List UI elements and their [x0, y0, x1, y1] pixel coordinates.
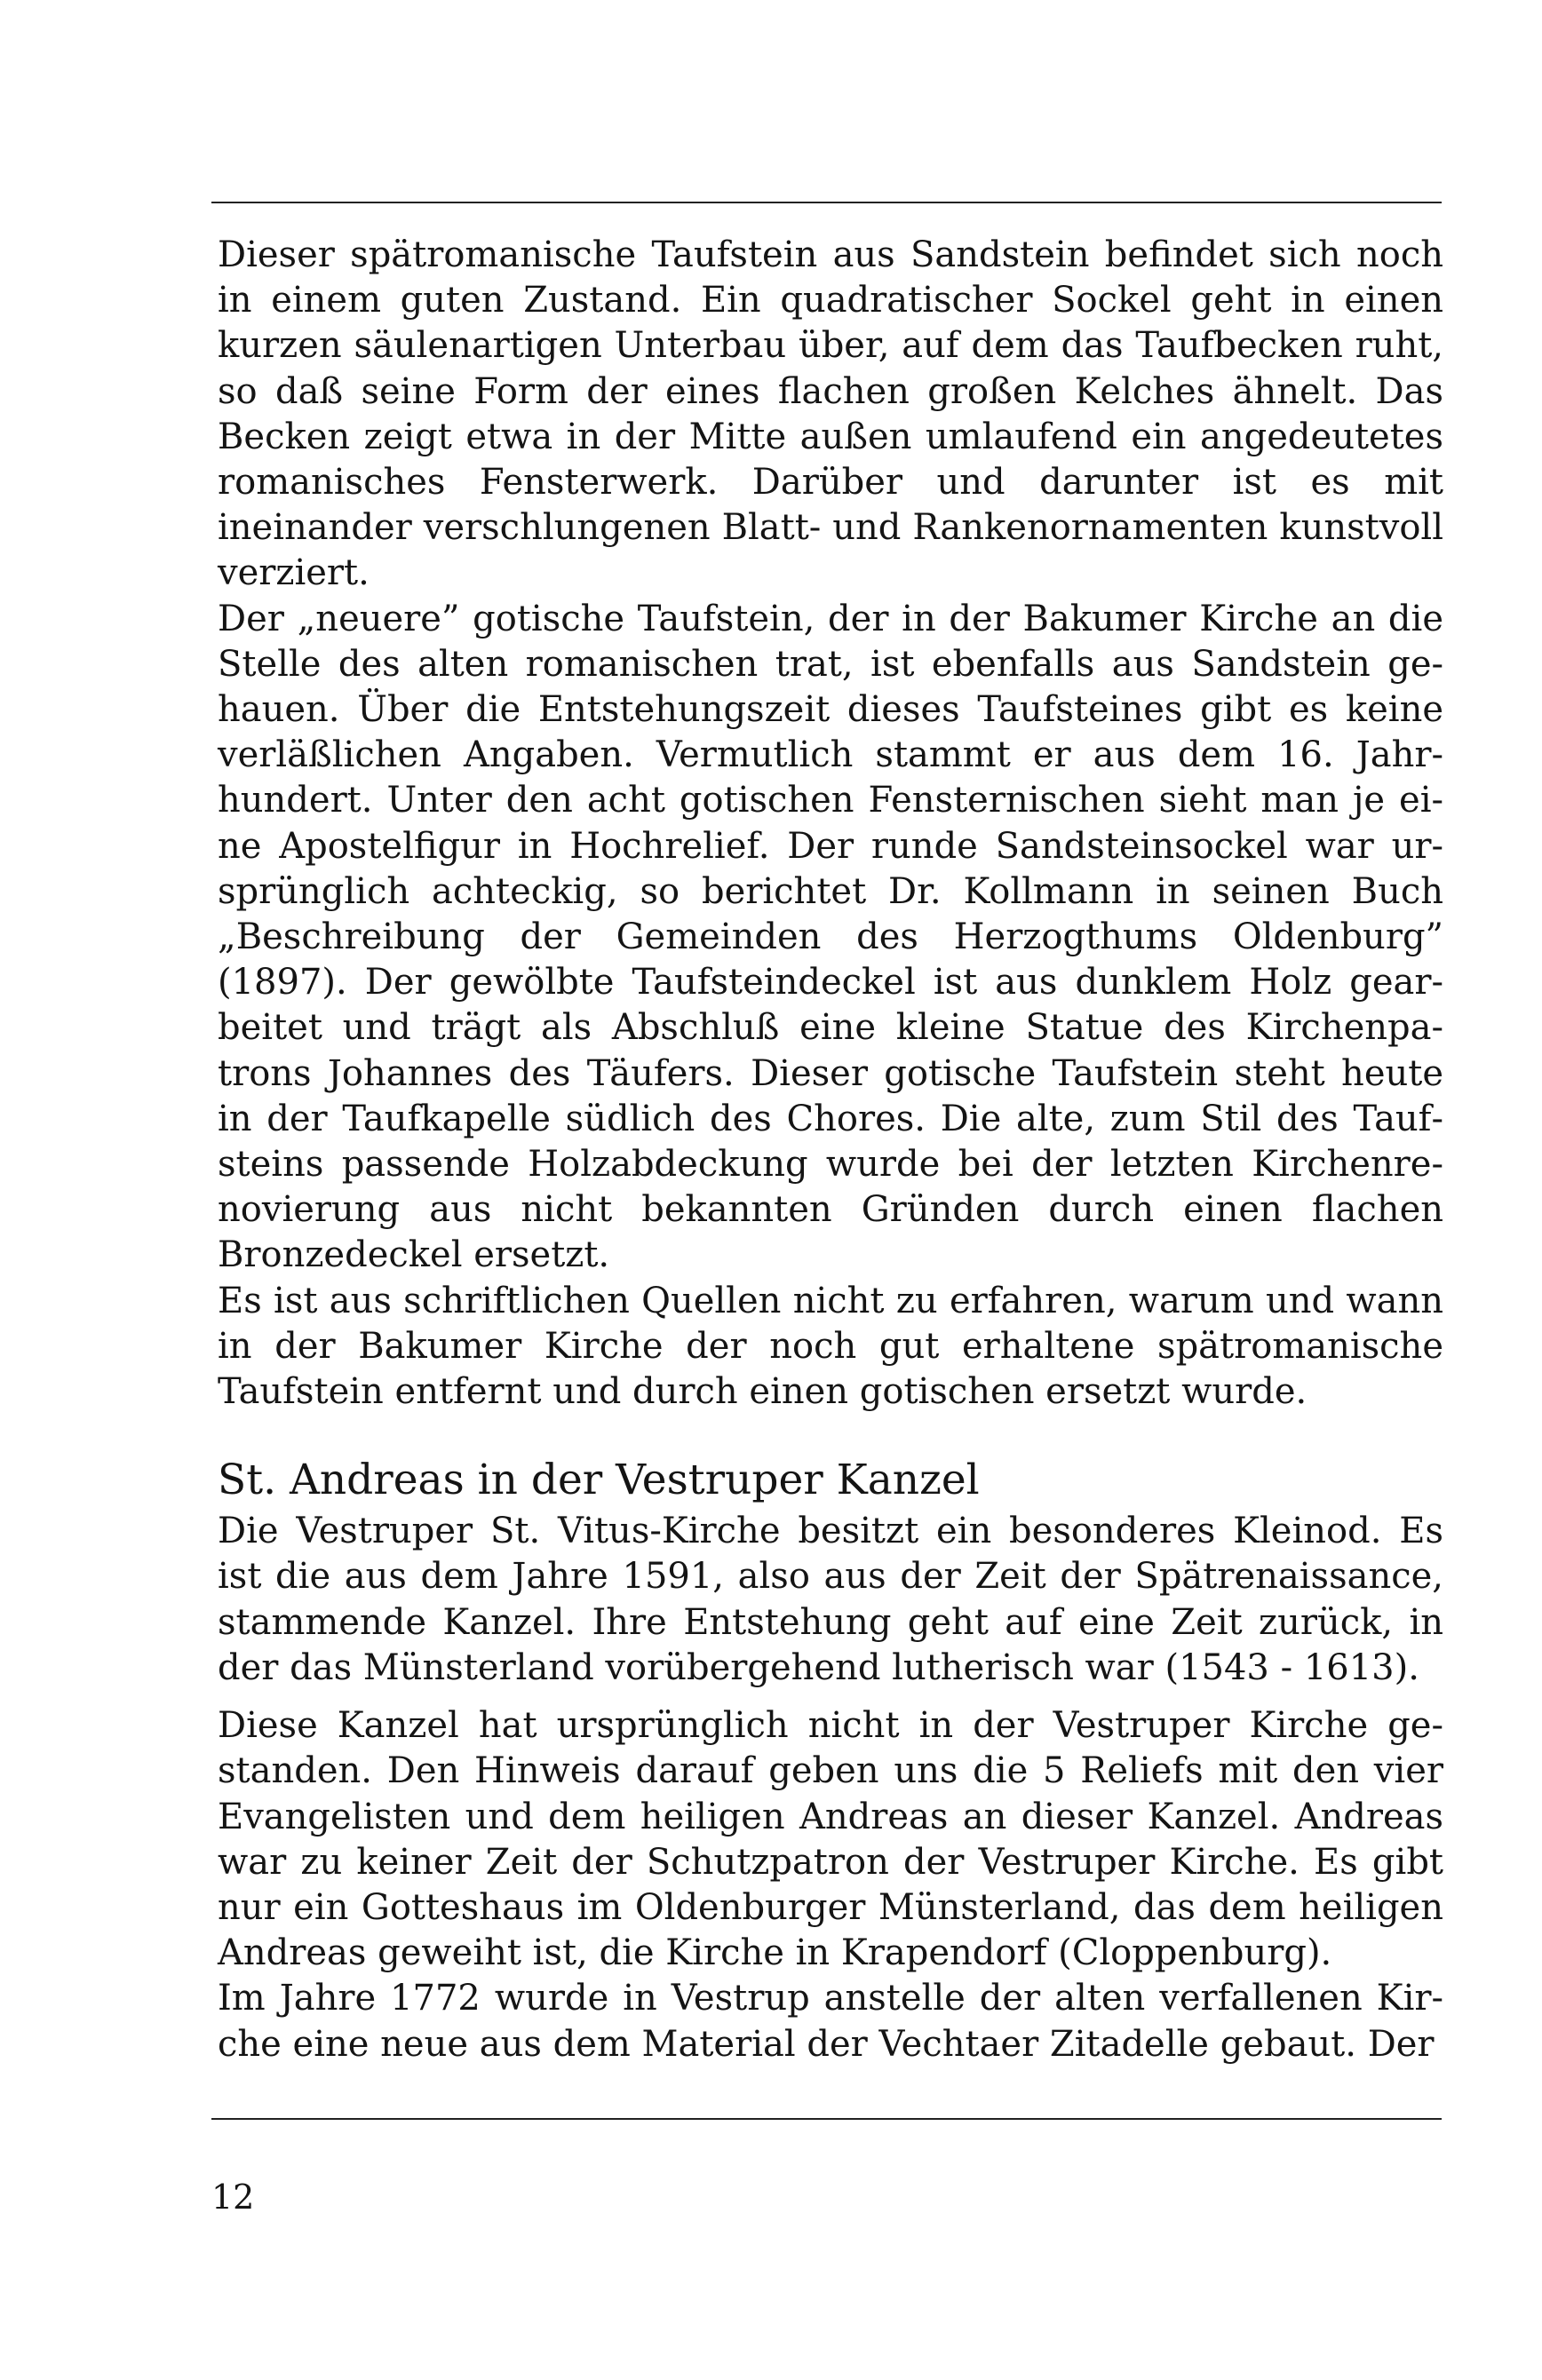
paragraph: Dieser spätromanische Taufstein aus Sandstein befindet sich noch in einem guten Zustand. Ein quadratischer Sockel geht in einen kurzen säulenartigen Unterbau über, auf dem das Taufbecken ruht, so daß seine Form der eines flachen großen Kelches ähnelt. Das Becken zeigt etwa in der Mitte außen umlaufend ein angedeutetes romanisches Fensterwerk. Darüber und darunter ist es mit ineinander verschlungenen Blatt- und Rankenornamenten kunstvoll verziert. — [218, 234, 1443, 594]
paragraph: Der „neuere” gotische Taufstein, der in der Bakumer Kirche an die Stelle des alten romanischen trat, ist ebenfalls aus Sandstein gehauen. Über die Entstehungszeit dieses Taufsteines gibt es keine verläßlichen Angaben. Vermutlich stammt er aus dem 16. Jahrhundert. Unter den acht gotischen Fensternischen sieht man je eine Apostelfigur in Hochrelief. Der runde Sandsteinsockel war ursprünglich achteckig, so berichtet Dr. Kollmann in seinen Buch „Beschreibung der Gemeinden des Herzogthums Oldenburg” (1897). Der gewölbte Taufsteindeckel ist aus dunklem Holz gearbeitet und trägt als Abschluß eine kleine Statue des Kirchenpatrons Johannes des Täufers. Dieser gotische Taufstein steht heute in der Taufkapelle südlich des Chores. Die alte, zum Stil des Taufsteins passende Holzabdeckung wurde bei der letzten Kirchenrenovierung aus nicht bekannten Gründen durch einen flachen Bronzedeckel ersetzt. — [218, 598, 1443, 1276]
section-heading: St. Andreas in der Vestruper Kanzel — [218, 1456, 980, 1505]
paragraph: Im Jahre 1772 wurde in Vestrup anstelle der alten verfallenen Kirche eine neue aus dem Material der Vechtaer Zitadelle gebaut. Der — [218, 1978, 1443, 2065]
page-body — [218, 233, 1443, 2067]
top-rule — [211, 202, 1442, 203]
bottom-rule — [211, 2118, 1442, 2120]
paragraph: Es ist aus schriftlichen Quellen nicht zu erfahren, warum und wann in der Bakumer Kirche der noch gut erhaltene spätromanische Taufstein entfernt und durch einen gotischen ersetzt wurde. — [218, 1280, 1443, 1413]
paragraph: Die Vestruper St. Vitus-Kirche besitzt ein besonderes Kleinod. Es ist die aus dem Jahre 1591, also aus der Zeit der Spätrenaissance, stammende Kanzel. Ihre Entstehung geht auf eine Zeit zurück, in der das Münsterland vorübergehend lutherisch war (1543 - 1613). — [218, 1511, 1443, 1688]
page-number: 12 — [211, 2178, 255, 2217]
paragraph: Diese Kanzel hat ursprünglich nicht in der Vestruper Kirche gestanden. Den Hinweis darauf geben uns die 5 Reliefs mit den vier Evangelisten und dem heiligen Andreas an dieser Kanzel. Andreas war zu keiner Zeit der Schutzpatron der Vestruper Kirche. Es gibt nur ein Gotteshaus im Oldenburger Münsterland, das dem heiligen Andreas geweiht ist, die Kirche in Krapendorf (Cloppenburg). — [218, 1705, 1443, 1974]
